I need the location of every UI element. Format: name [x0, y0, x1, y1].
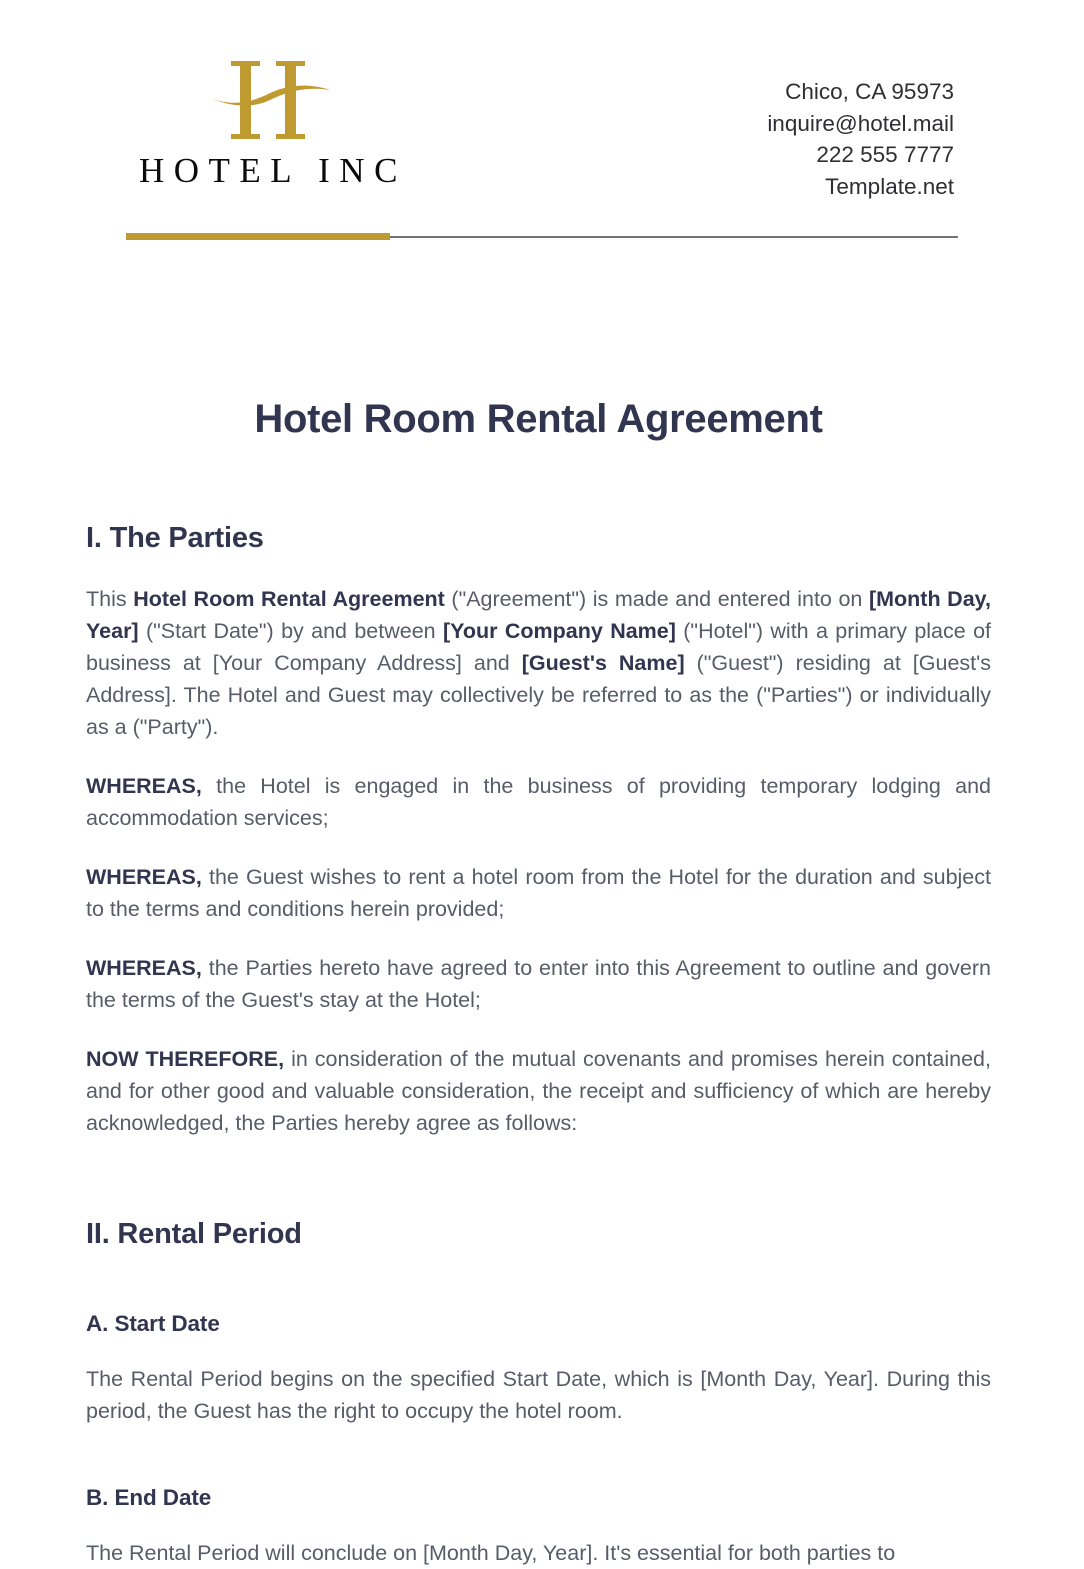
subsection-heading-end-date: B. End Date — [86, 1484, 212, 1510]
brand-wordmark: HOTEL INC — [139, 151, 407, 190]
contact-email[interactable]: inquire@hotel.mail — [767, 110, 954, 136]
contact-address: Chico, CA 95973 — [785, 79, 954, 104]
paragraph-whereas-3: WHEREAS, the Parties hereto have agreed to enter into this Agreement to outline and govern the terms of the Guest's stay at the Hotel; — [86, 956, 991, 1013]
paragraph-end-date: The Rental Period will conclude on [Month Day, Year]. It's essential for both parties to — [86, 1540, 896, 1565]
paragraph-whereas-2: WHEREAS, the Guest wishes to rent a hotel room from the Hotel for the duration and subject to the terms and conditions herein provided; — [86, 865, 991, 922]
subsection-heading-start-date: A. Start Date — [86, 1310, 220, 1336]
contact-website[interactable]: Template.net — [825, 173, 954, 199]
hotel-h-monogram-icon — [204, 52, 332, 148]
paragraph-now-therefore: NOW THEREFORE, in consideration of the mutual covenants and promises herein contained, and for other good and valuable consideration, the receipt and sufficiency of which are hereby acknowledged, the Parties hereby agree as follows: — [86, 1047, 991, 1136]
contact-phone[interactable]: 222 555 7777 — [816, 142, 954, 167]
document-header — [0, 0, 1084, 202]
section-heading-rental-period: II. Rental Period — [86, 1218, 302, 1251]
page-title: Hotel Room Rental Agreement — [254, 397, 823, 441]
section-heading-parties: I. The Parties — [86, 522, 264, 554]
divider-grey-segment — [390, 236, 958, 238]
contact-block — [767, 52, 956, 202]
paragraph-parties-intro: This Hotel Room Rental Agreement ("Agreement") is made and entered into on [Month Day, Year] ("Start Date") by and between [Your Company Name] ("Hotel") with a primary place of business at [Your Company Address] and [Guest's Name] ("Guest") residing at [Guest's Address]. The Hotel and Guest may collectively be referred to as the ("Parties") or individually as a ("Party"). — [86, 587, 992, 740]
brand-block — [126, 52, 407, 191]
paragraph-start-date: The Rental Period begins on the specified Start Date, which is [Month Day, Year]. During this period, the Guest has the right to occupy the hotel room. — [86, 1366, 991, 1423]
document-body — [0, 395, 1084, 1569]
header-divider — [0, 233, 1084, 240]
divider-gold-segment — [126, 233, 390, 240]
paragraph-whereas-1: WHEREAS, the Hotel is engaged in the business of providing temporary lodging and accommodation services; — [86, 774, 991, 831]
